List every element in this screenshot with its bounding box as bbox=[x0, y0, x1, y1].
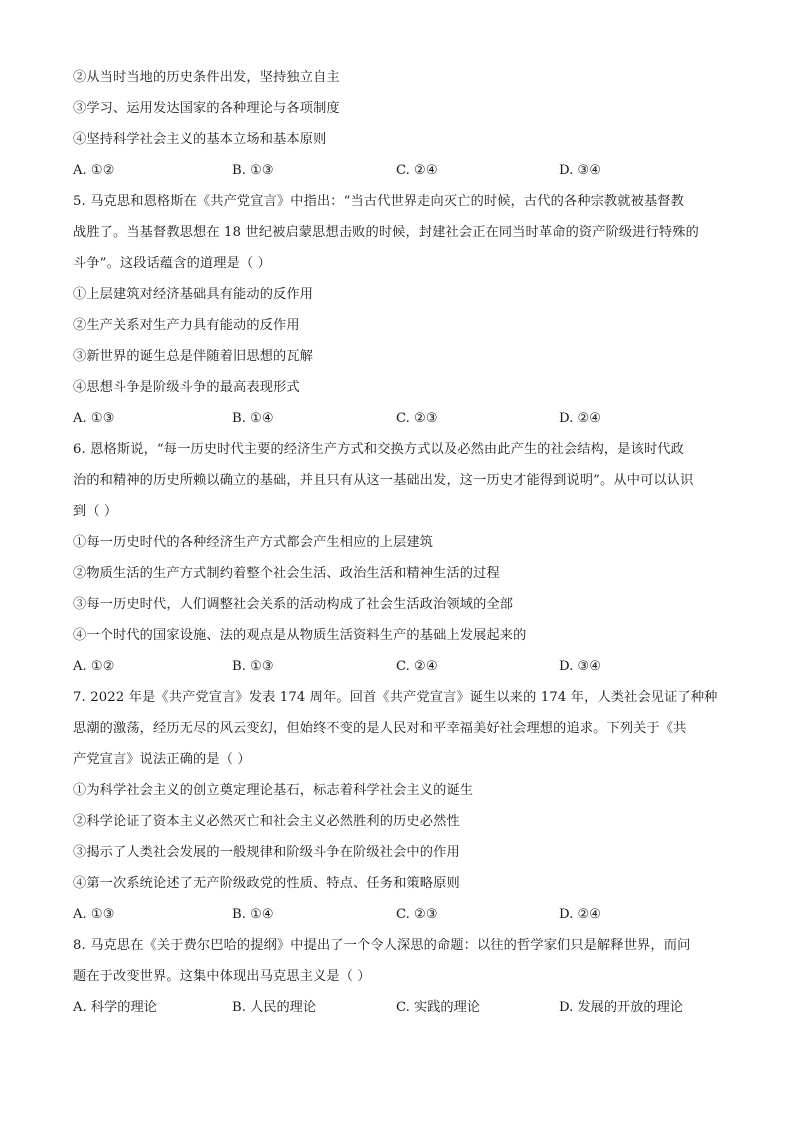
option-statement: ③每一历史时代，人们调整社会关系的活动构成了社会生活政治领域的全部 bbox=[73, 597, 514, 612]
question-stem: 到（ ） bbox=[73, 504, 118, 519]
answer-choices bbox=[73, 899, 723, 930]
question-stem: 题在于改变世界。这集中体现出马克思主义是（ ） bbox=[73, 969, 371, 984]
choice-b: B. 人民的理论 bbox=[232, 1000, 317, 1015]
question-6 bbox=[73, 434, 723, 682]
option-statement: ③揭示了人类社会发展的一般规律和阶级斗争在阶级社会中的作用 bbox=[73, 845, 460, 860]
answer-choices bbox=[73, 403, 723, 434]
answer-choices bbox=[73, 992, 723, 1023]
option-statement: ④思想斗争是阶级斗争的最高表现形式 bbox=[73, 380, 300, 395]
choice-d: D. ③④ bbox=[559, 659, 602, 674]
option-statement: ④第一次系统论述了无产阶级政党的性质、特点、任务和策略原则 bbox=[73, 876, 460, 891]
choice-c: C. ②③ bbox=[396, 411, 438, 426]
choice-b: B. ①④ bbox=[232, 411, 274, 426]
choice-c: C. ②④ bbox=[396, 163, 438, 178]
question-stem: 7. 2022 年是《共产党宣言》发表 174 周年。回首《共产党宣言》诞生以来的 174 年，人类社会见证了种种 bbox=[73, 690, 718, 705]
question-stem: 战胜了。当基督教思想在 18 世纪被启蒙思想击败的时候，封建社会正在同当时革命的资产阶级进行特殊的 bbox=[73, 225, 699, 240]
choice-c: C. ②④ bbox=[396, 659, 438, 674]
choice-a: A. 科学的理论 bbox=[73, 1000, 157, 1015]
option-statement: ①为科学社会主义的创立奠定理论基石，标志着科学社会主义的诞生 bbox=[73, 783, 474, 798]
option-statement: ②生产关系对生产力具有能动的反作用 bbox=[73, 318, 300, 333]
answer-choices bbox=[73, 155, 723, 186]
question-7 bbox=[73, 682, 723, 930]
choice-b: B. ①④ bbox=[232, 907, 274, 922]
choice-b: B. ①③ bbox=[232, 659, 274, 674]
option-statement: ②科学论证了资本主义必然灭亡和社会主义必然胜利的历史必然性 bbox=[73, 814, 460, 829]
choice-d: D. ③④ bbox=[559, 163, 602, 178]
choice-d: D. ②④ bbox=[559, 907, 602, 922]
choice-c: C. ②③ bbox=[396, 907, 438, 922]
choice-a: A. ①③ bbox=[73, 907, 115, 922]
choice-a: A. ①③ bbox=[73, 411, 115, 426]
choice-a: A. ①② bbox=[73, 163, 115, 178]
option-statement: ③新世界的诞生总是伴随着旧思想的瓦解 bbox=[73, 349, 314, 364]
question-5 bbox=[73, 186, 723, 434]
question-stem: 治的和精神的历史所赖以确立的基础，并且只有从这一基础出发，这一历史才能得到说明”。从中可以认识 bbox=[73, 473, 694, 488]
choice-d: D. ②④ bbox=[559, 411, 602, 426]
question-stem: 思潮的激荡，经历无尽的风云变幻，但始终不变的是人民对和平幸福美好社会理想的追求。下列关于《共 bbox=[73, 721, 687, 736]
choice-b: B. ①③ bbox=[232, 163, 274, 178]
question-stem: 产党宣言》说法正确的是（ ） bbox=[73, 752, 251, 767]
question-stem: 8. 马克思在《关于费尔巴哈的提纲》中提出了一个令人深思的命题：以往的哲学家们只是解释世界，而问 bbox=[73, 938, 691, 953]
option-statement: ③学习、运用发达国家的各种理论与各项制度 bbox=[73, 101, 340, 116]
option-statement: ④一个时代的国家设施、法的观点是从物质生活资料生产的基础上发展起来的 bbox=[73, 628, 527, 643]
option-statement: ①每一历史时代的各种经济生产方式都会产生相应的上层建筑 bbox=[73, 535, 434, 550]
option-statement: ②物质生活的生产方式制约着整个社会生活、政治生活和精神生活的过程 bbox=[73, 566, 500, 581]
question-8 bbox=[73, 930, 723, 1023]
question-stem: 斗争”。这段话蕴含的道理是（ ） bbox=[73, 256, 271, 271]
question-stem: 6. 恩格斯说，“每一历史时代主要的经济生产方式和交换方式以及必然由此产生的社会结构，是该时代政 bbox=[73, 442, 684, 457]
choice-d: D. 发展的开放的理论 bbox=[559, 1000, 683, 1015]
option-statement: ④坚持科学社会主义的基本立场和基本原则 bbox=[73, 132, 327, 147]
question-4 bbox=[73, 62, 723, 186]
choice-a: A. ①② bbox=[73, 659, 115, 674]
option-statement: ②从当时当地的历史条件出发，坚持独立自主 bbox=[73, 70, 340, 85]
exam-page bbox=[73, 62, 723, 1023]
answer-choices bbox=[73, 651, 723, 682]
question-stem: 5. 马克思和恩格斯在《共产党宣言》中指出：“当古代世界走向灭亡的时候，古代的各种宗教就被基督教 bbox=[73, 194, 684, 209]
choice-c: C. 实践的理论 bbox=[396, 1000, 480, 1015]
option-statement: ①上层建筑对经济基础具有能动的反作用 bbox=[73, 287, 314, 302]
